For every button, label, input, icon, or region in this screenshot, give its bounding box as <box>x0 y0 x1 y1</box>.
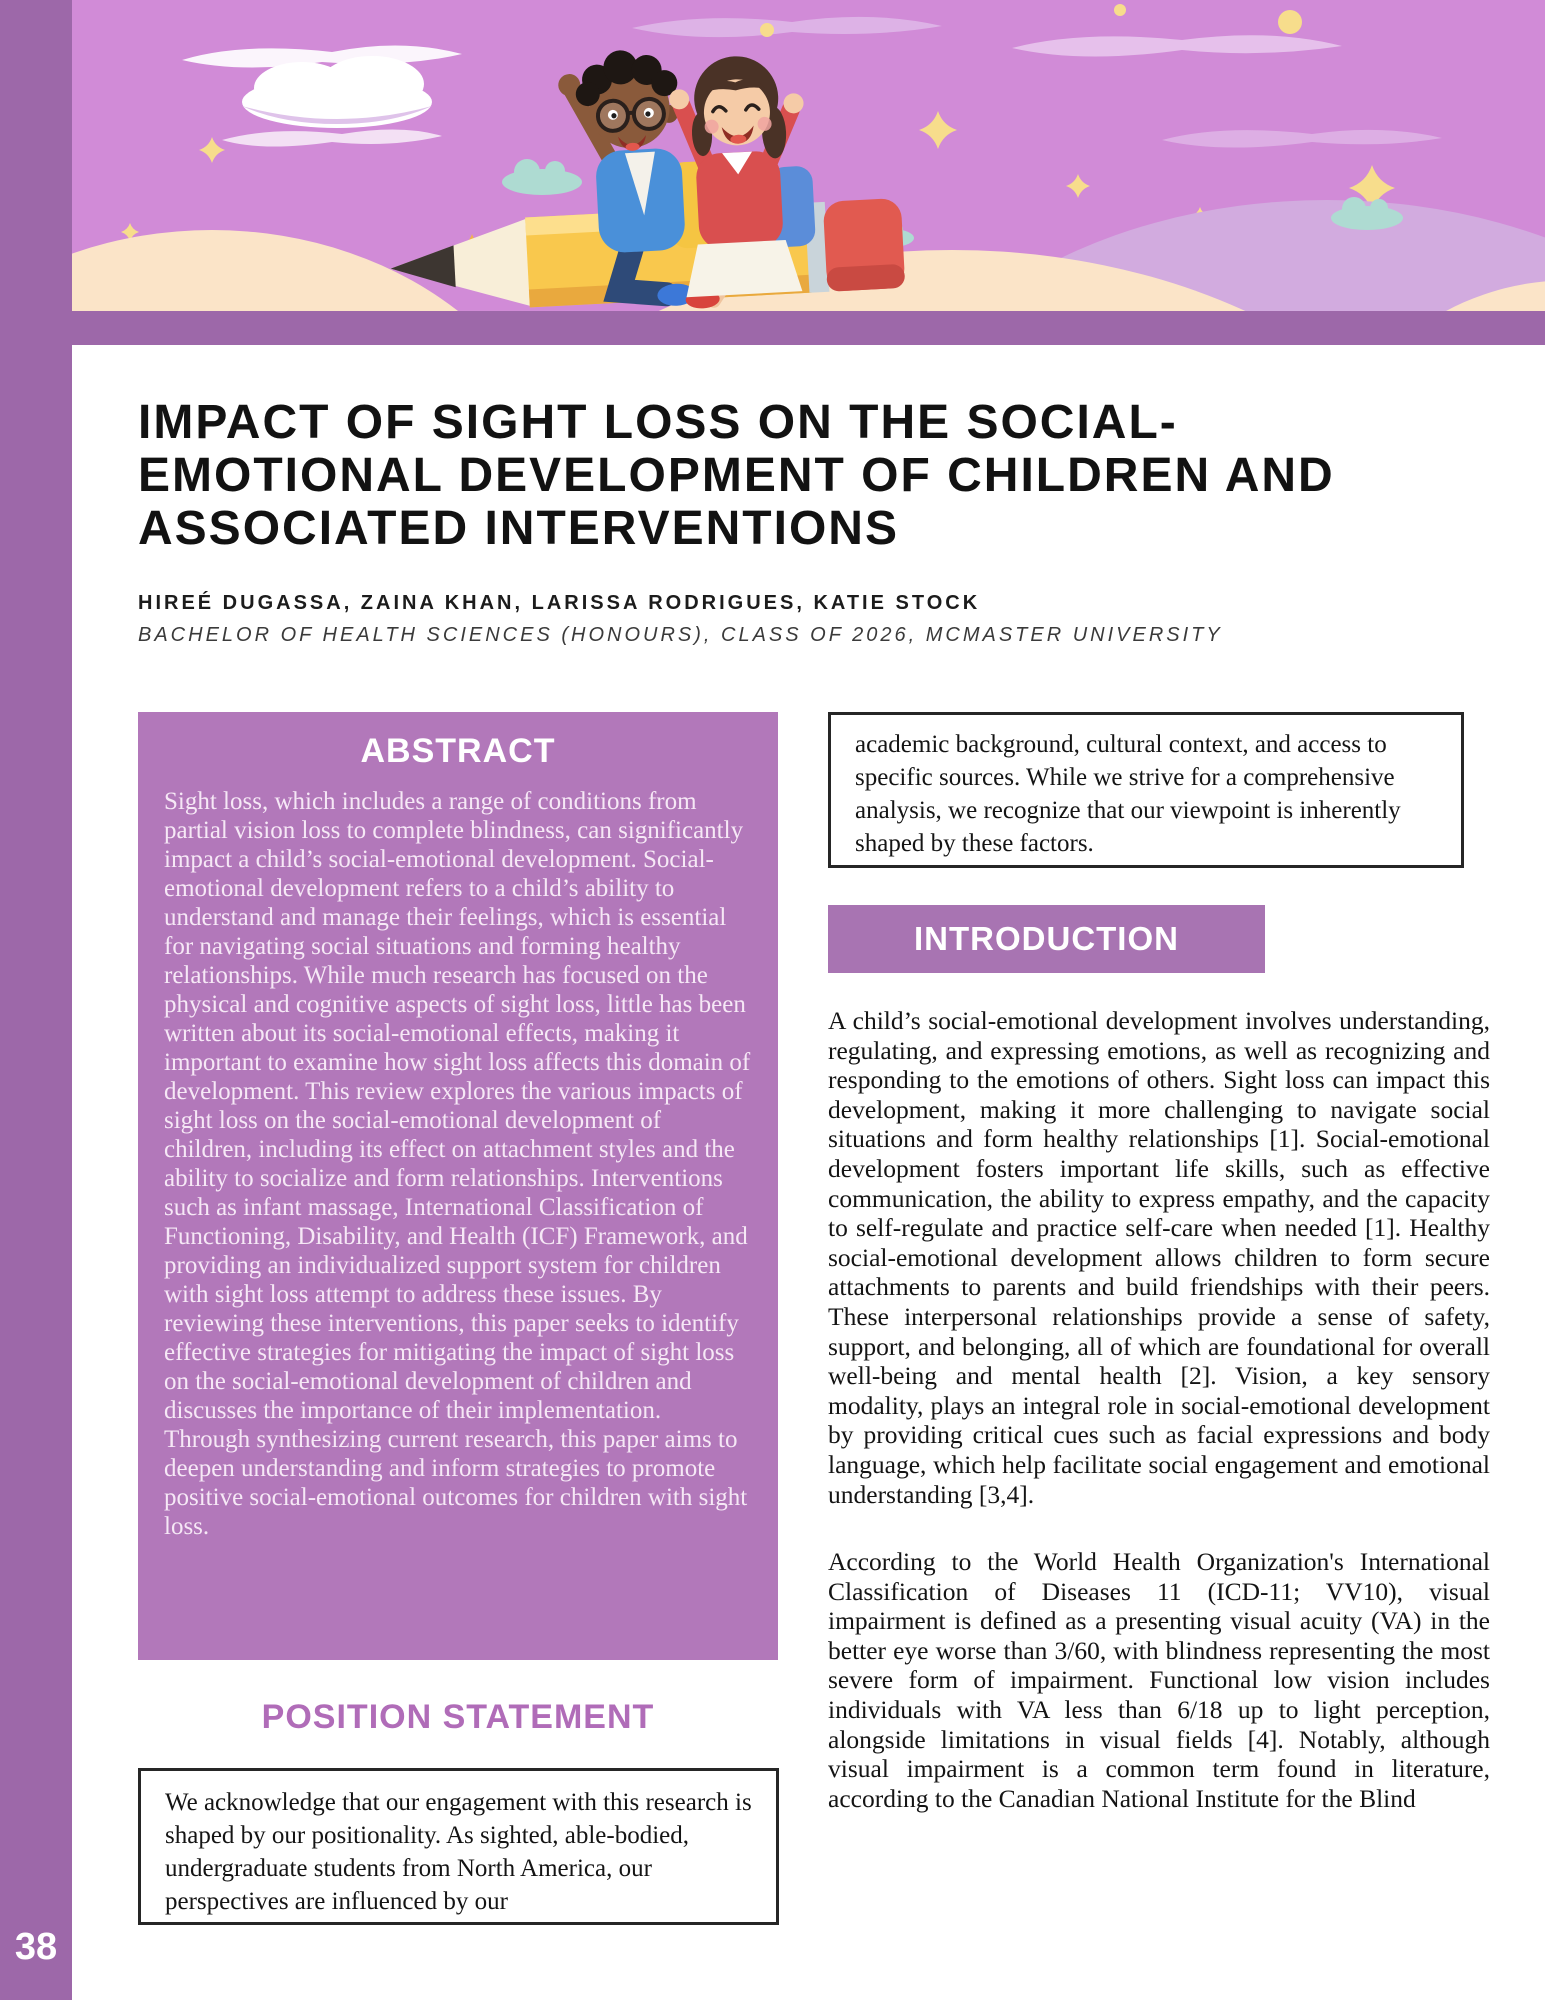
left-margin-strip <box>0 0 72 2000</box>
position-statement-box <box>138 1768 779 1925</box>
position-statement-continuation-box <box>828 712 1464 868</box>
introduction-heading: INTRODUCTION <box>828 905 1265 973</box>
introduction-paragraph-1: A child’s social-emotional development involves understanding, regulating, and expressing emotions, as well as recognizing and responding to the emotions of others. Sight loss can impact this development, making it more challenging to navigate social situations and form healthy relationships [1]. Social-emotional development fosters important life skills, such as effective communication, the ability to express empathy, and the capacity to self-regulate and practice self-care when needed [1]. Healthy social-emotional development allows children to form secure attachments to parents and build friendships with their peers. These interpersonal relationships provide a sense of safety, support, and belonging, all of which are foundational for overall well-being and mental health [2]. Vision, a key sensory modality, plays an integral role in social-emotional development by providing critical cues such as facial expressions and body language, which help facilitate social engagement and emotional understanding [3,4]. <box>828 1006 1490 1509</box>
position-statement-heading: POSITION STATEMENT <box>261 1698 655 1736</box>
abstract-body: Sight loss, which includes a range of conditions from partial vision loss to complete blindness, can significantly impact a child’s social-emotional development. Social-emotional development refers to a child’s ability to understand and manage their feelings, which is essential for navigating social situations and forming healthy relationships. While much research has focused on the physical and cognitive aspects of sight loss, little has been written about its social-emotional effects, making it important to examine how sight loss affects this domain of development. This review explores the various impacts of sight loss on the social-emotional development of children, including its effect on attachment styles and the ability to socialize and form relationships. Interventions such as infant massage, International Classification of Functioning, Disability, and Health (ICF) Framework, and providing an individualized support system for children with sight loss attempt to address these issues. By reviewing these interventions, this paper seeks to identify effective strategies for mitigating the impact of sight loss on the social-emotional development of children and discusses the importance of their implementation. Through synthesizing current research, this paper aims to deepen understanding and inform strategies to promote positive social-emotional outcomes for children with sight loss. <box>164 788 751 1540</box>
title-line-1: IMPACT OF SIGHT LOSS ON THE SOCIAL- <box>138 396 1178 449</box>
abstract-section <box>138 712 778 1660</box>
position-statement-continuation-text: academic background, cultural context, and access to specific sources. While we strive for a comprehensive analysis, we recognize that our viewpoint is inherently shaped by these factors. <box>855 731 1401 857</box>
page-number: 38 <box>14 1926 58 1968</box>
page-title <box>138 396 1468 555</box>
affiliation-line: BACHELOR OF HEALTH SCIENCES (HONOURS), CLASS OF 2026, MCMASTER UNIVERSITY <box>138 624 1223 646</box>
header-divider-band <box>0 311 1545 345</box>
abstract-heading: ABSTRACT <box>360 732 556 770</box>
header-illustration <box>72 0 1545 311</box>
title-line-2: EMOTIONAL DEVELOPMENT OF CHILDREN AND <box>138 449 1335 502</box>
position-statement-text: We acknowledge that our engagement with this research is shaped by our positionality. As sighted, able-bodied, undergraduate students from North America, our perspectives are influenced by our <box>165 1789 752 1915</box>
authors-line: HIREÉ DUGASSA, ZAINA KHAN, LARISSA RODRIGUES, KATIE STOCK <box>138 592 981 614</box>
introduction-paragraph-2: According to the World Health Organization's International Classification of Diseases 11 (ICD-11; VV10), visual impairment is defined as a presenting visual acuity (VA) in the better eye worse than 3/60, with blindness representing the most severe form of impairment. Functional low vision includes individuals with VA less than 6/18 up to light perception, alongside limitations in visual fields [4]. Notably, although visual impairment is a common term found in literature, according to the Canadian National Institute for the Blind <box>828 1547 1490 1813</box>
title-line-3: ASSOCIATED INTERVENTIONS <box>138 502 899 555</box>
introduction-body <box>828 1006 1490 1813</box>
